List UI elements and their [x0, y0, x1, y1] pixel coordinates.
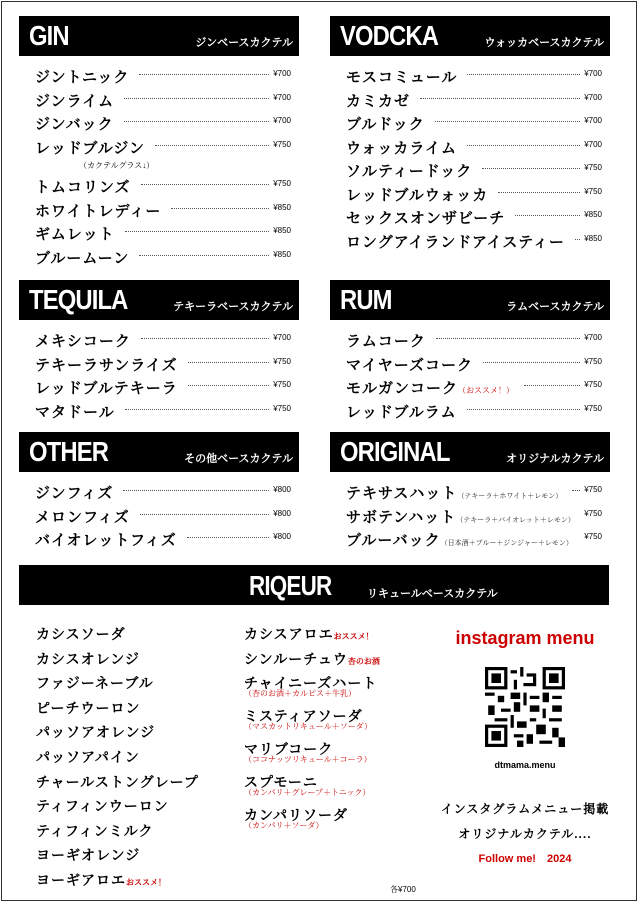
leader-dots: [435, 121, 580, 122]
instagram-line-2: オリジナルカクテル....: [458, 827, 592, 841]
riqeur-column-1: [36, 624, 199, 895]
riqeur-item: チャイニーズハート: [244, 675, 378, 692]
item-name: セックスオンザビーチ: [346, 210, 506, 227]
section-title-ja: ウォッカベースカクテル: [484, 37, 604, 49]
item-note: （テキーラ＋バイオレット＋レモン）: [456, 516, 575, 524]
item-name: ジンフィズ: [35, 485, 114, 502]
leader-dots: [139, 255, 269, 256]
item-name: メキシコーク: [35, 333, 131, 350]
leader-dots: [515, 215, 580, 216]
item-name: トムコリンズ: [35, 179, 131, 196]
item-price: ¥850: [584, 233, 602, 243]
section-gin: [19, 16, 299, 268]
section-other: [19, 432, 299, 551]
leader-dots: [467, 409, 580, 410]
item-price: ¥700: [273, 333, 291, 342]
qr-code-icon[interactable]: [485, 667, 565, 747]
menu-item: [330, 229, 610, 253]
item-name: マイヤーズコーク: [346, 356, 473, 374]
item-price: ¥750: [273, 356, 291, 366]
item-list: [330, 56, 610, 252]
leader-dots: [155, 145, 269, 146]
item-name: レッドブルテキーラ: [35, 380, 178, 397]
leader-dots: [572, 490, 580, 491]
item-name: ホワイトレディー: [35, 202, 162, 220]
section-vodka: [330, 16, 610, 252]
menu-item: [19, 64, 299, 88]
section-title-ja: その他ベースカクテル: [184, 453, 293, 465]
item-ingredients: （カンパリ＋グレープ＋トニック）: [244, 788, 371, 798]
menu-item: [330, 480, 610, 504]
item-price: ¥750: [584, 356, 602, 366]
riqeur-item: ヨーギアロエおススメ！: [36, 871, 166, 888]
menu-item: [330, 111, 610, 135]
item-price: ¥850: [273, 249, 291, 259]
item-price: ¥850: [273, 202, 291, 212]
item-price: ¥850: [584, 210, 602, 219]
riqeur-item: カシスソーダ: [36, 626, 126, 642]
riqeur-item: チャールストングレープ: [36, 773, 199, 790]
menu-item: [19, 480, 299, 504]
item-name: レッドブルジン: [35, 139, 146, 157]
item-price: ¥750: [273, 179, 291, 188]
item-price: ¥750: [584, 186, 602, 196]
section-title-ja: ラムベースカクテル: [506, 301, 604, 313]
menu-item: [19, 174, 299, 198]
item-name: サボテンハット（テキーラ＋バイオレット＋レモン）: [346, 508, 575, 526]
leader-dots: [188, 385, 269, 386]
leader-dots: [467, 74, 580, 75]
item-name: ブルドック: [346, 116, 425, 133]
item-name: ブルームーン: [35, 249, 130, 267]
section-title-en: ORIGINAL: [340, 436, 450, 467]
leader-dots: [188, 362, 269, 363]
section-header-tequila: [19, 280, 299, 320]
menu-item: [330, 527, 610, 551]
section-title-ja: テキーラベースカクテル: [173, 301, 293, 313]
menu-item: [19, 245, 299, 269]
menu-item: [330, 399, 610, 423]
leader-dots: [498, 192, 580, 193]
menu-item: [330, 375, 610, 399]
item-note: おススメ！: [333, 632, 374, 641]
section-header-rum: [330, 280, 610, 320]
item-name: ソルティードック: [346, 163, 473, 180]
leader-dots: [483, 362, 580, 363]
leader-dots: [187, 537, 269, 538]
menu-item: [19, 527, 299, 551]
leader-dots: [482, 168, 580, 169]
item-name: ブルーバック（日本酒＋ブルー＋ジンジャー＋レモン）: [346, 532, 573, 549]
item-price: ¥750: [584, 403, 602, 413]
item-price: ¥750: [584, 380, 602, 389]
item-price: ¥750: [584, 163, 602, 172]
section-title-en: GIN: [29, 20, 69, 51]
follow-me-text: Follow me! 2024: [478, 853, 572, 865]
riqeur-item: カンパリソーダ: [244, 807, 349, 824]
riqeur-item: ピーチウーロン: [36, 699, 141, 716]
section-header-vodka: [330, 16, 610, 56]
section-title-en: RUM: [340, 284, 392, 315]
item-price: ¥800: [273, 532, 291, 541]
item-name: レッドブルラム: [346, 403, 457, 421]
riqeur-column-2: [244, 624, 380, 838]
menu-item: [330, 88, 610, 112]
section-header-riqeur: [19, 565, 609, 605]
item-name: カミカゼ: [346, 92, 411, 110]
item-price: ¥700: [273, 69, 291, 78]
section-original: [330, 432, 610, 551]
item-price: ¥700: [273, 92, 291, 102]
item-price: ¥800: [273, 508, 291, 518]
item-price: ¥700: [584, 69, 602, 78]
item-price: ¥700: [273, 116, 291, 125]
item-price: ¥700: [584, 333, 602, 342]
menu-item: [19, 198, 299, 222]
riqeur-item: ファジーネーブル: [36, 675, 154, 692]
section-header-gin: [19, 16, 299, 56]
leader-dots: [140, 514, 269, 515]
menu-item: [19, 135, 299, 159]
leader-dots: [124, 98, 269, 99]
item-note: （日本酒＋ブルー＋ジンジャー＋レモン）: [440, 540, 573, 547]
item-price: ¥750: [584, 485, 602, 494]
item-price: ¥750: [273, 139, 291, 149]
item-ingredients: （マスカットリキュール＋ソーダ）: [244, 722, 372, 732]
item-price: ¥750: [273, 403, 291, 413]
riqeur-item: パッソアオレンジ: [36, 724, 156, 741]
riqeur-item: ティフィンミルク: [36, 822, 154, 839]
leader-dots: [575, 239, 580, 240]
riqeur-item: マリブコーク: [244, 741, 334, 758]
item-name: モルガンコーク（おススメ！）: [346, 380, 515, 397]
section-title-en: RIQEUR: [249, 570, 332, 601]
riqeur-item: カシスアロエおススメ！: [244, 626, 374, 642]
section-header-original: [330, 432, 610, 472]
menu-item: [19, 352, 299, 376]
item-list: [330, 472, 610, 551]
item-name: ウォッカライム: [346, 139, 457, 157]
menu-item: [330, 205, 610, 229]
item-list: [19, 56, 299, 268]
item-name: メロンフィズ: [35, 508, 130, 526]
leader-dots: [171, 208, 269, 209]
item-price: ¥700: [584, 92, 602, 102]
section-tequila: [19, 280, 299, 422]
item-name: テキーラサンライズ: [35, 356, 178, 374]
menu-item: [330, 158, 610, 182]
item-name: ジンライム: [35, 92, 115, 110]
section-title-en: VODCKA: [340, 20, 439, 51]
riqeur-item: ヨーギオレンジ: [36, 847, 141, 864]
leader-dots: [141, 338, 269, 339]
section-title-ja: ジンベースカクテル: [195, 37, 293, 49]
section-title-ja: オリジナルカクテル: [506, 453, 604, 465]
item-list: [330, 320, 610, 422]
menu-item: [19, 375, 299, 399]
item-name: ギムレット: [35, 226, 115, 243]
leader-dots: [123, 490, 269, 491]
riqeur-item: ティフィンウーロン: [36, 798, 169, 815]
item-ingredients: （ココナッツリキュール＋コーラ）: [244, 755, 372, 765]
item-name: ラムコーク: [346, 333, 426, 350]
item-name: ロングアイランドアイスティー: [346, 233, 565, 251]
item-ingredients: （杏のお酒＋カルピス＋牛乳）: [244, 689, 356, 699]
item-name: ジントニック: [35, 69, 130, 86]
item-price: ¥850: [273, 226, 291, 235]
menu-item: [19, 111, 299, 135]
menu-item: [19, 399, 299, 423]
section-rum: [330, 280, 610, 422]
item-name: モスコミュール: [346, 69, 458, 86]
leader-dots: [139, 74, 269, 75]
item-note: おススメ！: [126, 877, 166, 887]
item-note: （テキーラ＋ホワイト＋レモン）: [457, 493, 563, 500]
item-price: ¥800: [273, 485, 291, 494]
item-price: ¥750: [273, 380, 291, 389]
instagram-handle[interactable]: dtmama.menu: [494, 760, 556, 770]
menu-item: [19, 504, 299, 528]
item-ingredients: （カンパリ＋ソーダ）: [244, 821, 324, 831]
footer-price-note: 各¥700: [390, 885, 416, 894]
section-title-en: OTHER: [29, 436, 109, 467]
menu-item: [19, 328, 299, 352]
menu-item: [330, 328, 610, 352]
item-name: テキサスハット（テキーラ＋ホワイト＋レモン）: [346, 485, 563, 502]
item-price: ¥700: [584, 116, 602, 125]
leader-dots: [124, 121, 269, 122]
item-list: [19, 320, 299, 422]
section-title-ja: リキュールベースカクテル: [367, 588, 498, 600]
instagram-title: instagram menu: [455, 628, 595, 648]
menu-item: [19, 88, 299, 112]
item-name: レッドブルウォッカ: [346, 186, 489, 204]
leader-dots: [125, 231, 269, 232]
item-price: ¥750: [584, 532, 602, 541]
leader-dots: [467, 145, 580, 146]
leader-dots: [141, 184, 269, 185]
riqeur-item: カシスオレンジ: [36, 650, 140, 667]
riqeur-item: スプモーニ: [244, 774, 318, 791]
menu-item: [330, 64, 610, 88]
leader-dots: [436, 338, 580, 339]
item-note: 杏のお酒: [347, 656, 380, 666]
item-note: （おススメ！）: [458, 386, 515, 395]
sub-note: （カクテルグラス↓）: [79, 161, 155, 170]
item-price: ¥700: [584, 139, 602, 149]
menu-item: [19, 221, 299, 245]
item-name: マタドール: [35, 403, 115, 421]
leader-dots: [420, 98, 580, 99]
section-header-other: [19, 432, 299, 472]
item-name: ジンバック: [35, 116, 114, 133]
menu-item: [330, 504, 610, 528]
item-list: [19, 472, 299, 551]
item-name: バイオレットフィズ: [35, 532, 177, 549]
menu-item: [330, 135, 610, 159]
riqeur-item: ミスティアソーダ: [244, 708, 363, 725]
menu-item: [330, 352, 610, 376]
leader-dots: [125, 409, 269, 410]
section-title-en: TEQUILA: [29, 284, 128, 315]
menu-item: [330, 182, 610, 206]
instagram-line-1: インスタグラムメニュー掲載: [440, 802, 610, 816]
riqeur-item: シンルーチュウ杏のお酒: [244, 650, 380, 667]
item-price: ¥750: [584, 508, 602, 518]
riqeur-item: パッソアパイン: [36, 748, 140, 765]
instagram-panel: [440, 628, 610, 866]
leader-dots: [524, 385, 580, 386]
